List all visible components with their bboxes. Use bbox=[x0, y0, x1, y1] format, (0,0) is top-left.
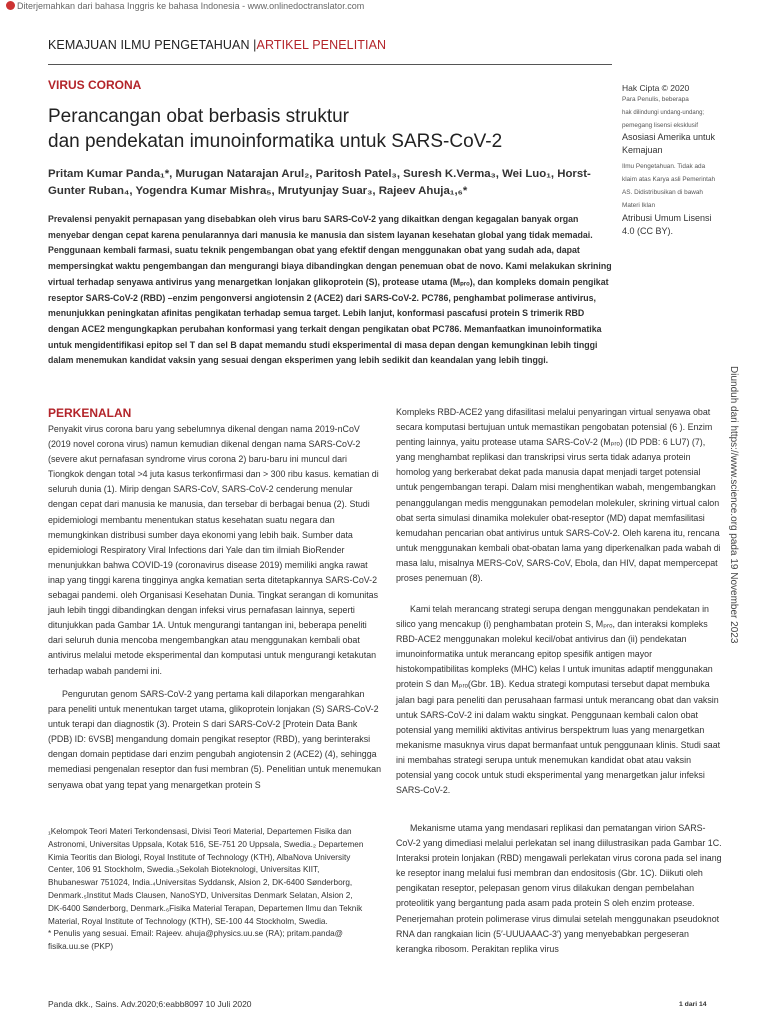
title-line-1: Perancangan obat berbasis struktur bbox=[48, 106, 350, 127]
citation-footer: Panda dkk., Sains. Adv.2020;6:eabb8097 10 Juli 2020 bbox=[48, 999, 252, 1009]
translator-banner[interactable] bbox=[6, 1, 364, 11]
article-kicker: VIRUS CORONA bbox=[48, 78, 142, 92]
copyright-line: Hak Cipta © 2020 bbox=[622, 83, 690, 93]
journal-name: KEMAJUAN ILMU PENGETAHUAN | bbox=[48, 38, 257, 52]
journal-section-header bbox=[48, 38, 386, 52]
body-paragraph: Mekanisme utama yang mendasari replikasi dan pematangan virion SARS-CoV-2 yang dimediasi melalui perlekatan sel inang diilustrasikan pada Gambar 1C. Interaksi protein lonjakan (RBD) mengawali perlekatan virus corona pada sel inang ke reseptor inang melalui fusi membran dan endositosis (Gbr. 1C). Diikuti oleh pengikatan reseptor, pelepasan genom virus dilakukan dengan pembelahan proteolitik yang bergantung pada asam pada protein S oleh enzim protease. Penerjemahan protein polimerase virus dimulai setelah menggunakan pseudoknot RNA dan rangkaian licin (5′-UUUAAAC-3′) yang menyebabkan pergeseran kerangka ribosom. Perakitan replika virus bbox=[396, 823, 722, 954]
header-divider bbox=[48, 64, 612, 65]
section-heading-introduction: PERKENALAN bbox=[48, 406, 132, 420]
article-title bbox=[48, 104, 608, 154]
rights-note: hak dilindungi undang-undang; bbox=[622, 110, 705, 116]
exclusive-licensee: pemegang lisensi eksklusif bbox=[622, 122, 699, 129]
translator-text: Diterjemahkan dari bahasa Inggris ke bahasa Indonesia - www.onlinedoctranslator.com bbox=[17, 1, 365, 11]
article-type: ARTIKEL PENELITIAN bbox=[256, 38, 387, 52]
download-watermark bbox=[727, 366, 741, 666]
download-text: Diunduh dari https://www.science.org pada 19 November 2023 bbox=[728, 366, 739, 644]
copyright-sidebar bbox=[622, 82, 720, 237]
page-number: 1 dari 14 bbox=[679, 1001, 707, 1008]
license-text: Atribusi Umum Lisensi 4.0 (CC BY). bbox=[622, 213, 712, 236]
title-line-2: dan pendekatan imunoinformatika untuk SARS-CoV-2 bbox=[48, 131, 503, 152]
body-paragraph: Pengurutan genom SARS-CoV-2 yang pertama kali dilaporkan mengarahkan para peneliti untuk menentukan target utama, glikoprotein lonjakan (S) SARS-CoV-2 untuk terapi dan diagnostik (3). Protein S dari SARS-CoV-2 [Protein Data Bank (PDB) ID: 6VSB] mengandung domain pengikat reseptor (RBD), yang berinteraksi dengan domain peptidase dari enzim pengubah angiotensin 2 (ACE2) (4), sehingga memediasi pengenalan reseptor dan fusi membran (5). Penelitian untuk menemukan senyawa obat yang tepat yang menargetkan protein S bbox=[48, 689, 381, 790]
body-paragraph: Penyakit virus corona baru yang sebelumnya dikenal dengan nama 2019-nCoV (2019 novel corona virus) namun kemudian dikenal dengan nama SARS-CoV-2 (severe akut pernafasan syndrome virus corona 2) baru-baru ini muncul dari Tiongkok dengan total >4 juta kasus terkonfirmasi dan > 300 ribu kasus. kematian di seluruh dunia (1). Mirip dengan SARS-CoV, SARS-CoV-2 cenderung menular dengan cepat dari manusia ke manusia, dan tersebar di berbagai benua (2). Studi epidemiologi membantu menentukan status kesehatan suatu negara dan memungkinkan distribusi sumber daya ekonomi yang lebih baik. Sumber data epidemiologi Respiratory Viral Infections dari Yale dan tim ilmiah BioRender menunjukkan bahwa COVID-19 (coronavirus disease 2019) memiliki angka rawat inap yang tinggi karena tingginya angka kematian serta ditetapkannya SARS-CoV-2 sebagai pandemi. oleh Organisasi Kesehatan Dunia. Tingkat serangan di komunitas jauh lebih tinggi dibandingkan dengan infeksi virus pernafasan lainnya, seperti ditunjukkan pada Gambar 1A. Untuk mengurangi tantangan ini, beberapa peneliti dari seluruh dunia mencoba mengembangkan atau menggunakan kembali obat antivirus melalui metode eksperimental dan komputasi untuk mengurangi ketakutan terhadap wabah pandemi ini. bbox=[48, 424, 379, 676]
author-list: Pritam Kumar Panda₁*, Murugan Natarajan Arul₂, Paritosh Patel₃, Suresh K.Verma₃, Wei Luo₁, Horst-Gunter Ruban₄, Yogendra Kumar Mishra₅, Mrutyunjay Suar₃, Rajeev Ahuja₁,₆* bbox=[48, 168, 591, 197]
association-name: Asosiasi Amerika untuk Kemajuan bbox=[622, 132, 716, 155]
abstract: Prevalensi penyakit pernapasan yang disebabkan oleh virus baru SARS-CoV-2 yang dikaitkan dengan kegagalan banyak organ menyebar dengan cepat karena penularannya dari manusia ke manusia dan sistem layanan kesehatan global yang tidak memadai. Penggunaan kembali farmasi, suatu teknik pengembangan obat yang efektif dengan menggunakan obat yang sudah ada, dapat mempersingkat waktu pengembangan dan mengurangi biaya dibandingkan dengan penemuan obat de novo. Kami melakukan skrining virtual terhadap senyawa antivirus yang menargetkan lonjakan glikoprotein (S), protease utama (Mₚᵣₒ), dan kompleks domain pengikat reseptor SARS-CoV-2 (RBD) –enzim pengonversi angiotensin 2 (ACE2) dari SARS-CoV-2. PC786, penghambat polimerase antivirus, menunjukkan peningkatan afinitas pengikatan terhadap semua target. Lebih lanjut, konformasi pascafusi protein S trimerik RBD dengan ACE2 mengungkapkan perubahan konformasi yang terkait dengan pengikatan obat PC786. Memanfaatkan imunoinformatika untuk mengidentifikasi epitop sel T dan sel B dapat memandu studi eksperimental di masa depan dengan kemungkinan lebih tinggi dalam menemukan kandidat vaksin yang sesuai dengan eksperimen yang lebih sedikit dan keandalan yang lebih tinggi. bbox=[48, 214, 612, 366]
translator-logo-icon bbox=[6, 1, 15, 10]
body-paragraph: Kami telah merancang strategi serupa dengan menggunakan pendekatan in silico yang mencakup (i) penghambatan protein S, Mₚᵣₒ, dan interaksi kompleks RBD-ACE2 menggunakan molekul kecil/obat antivirus dan (ii) pendekatan imunoinformatika untuk merancang epitop spesifik antigen mayor histokompatibilitas kompleks (MHC) kelas I untuk imunitas adaptif menggunakan protein S dan Mₚᵣₒ(Gbr. 1B). Kedua strategi komputasi tersebut dapat membuka jalan bagi para peneliti dan perusahaan farmasi untuk merancang obat dan vaksin untuk SARS-CoV-2 ini dalam waktu singkat. Penggunaan kembali calon obat potensial yang memiliki aktivitas antivirus berspektrum luas yang menargetkan mekanisme masuknya virus dapat bermanfaat untuk penggunaan klinis. Studi saat ini membahas strategi serupa untuk menemukan kandidat obat atau vaksin potensial yang cocok untuk studi eksperimental yang menargetkan jalur infeksi SARS-CoV-2. bbox=[396, 604, 721, 796]
affiliation-footnotes: ₁Kelompok Teori Materi Terkondensasi, Divisi Teori Material, Departemen Fisika dan Astronomi, Universitas Uppsala, Kotak 516, SE-751 20 Uppsala, Swedia.₂ Departemen Kimia Teoritis dan Biologi, Royal Institute of Technology (KTH), AlbaNova University Center, 106 91 Stockholm, Swedia.₃Sekolah Bioteknologi, Universitas KIIT, Bhubaneswar 751024, India.₄Universitas Syddansk, Alsion 2, DK-6400 Sønderborg, Denmark.₅Institut Mads Clausen, NanoSYD, Universitas Denmark Selatan, Alsion 2, DK-6400 Sønderborg, Denmark.₆Fisika Material Terapan, Departemen Ilmu dan Teknik Material, Royal Institute of Technology (KTH), SE-100 44 Stockholm, Swedia. * Penulis yang sesuai. Email: Rajeev. ahuja@physics.uu.se (RA); pritam.panda@ fisika.uu.se (PKP) bbox=[48, 827, 364, 952]
science-note: Ilmu Pengetahuan. Tidak ada klaim atas Karya asli Pemerintah AS. Didistribusikan di bawah Materi Iklan bbox=[622, 163, 716, 209]
body-paragraph: Kompleks RBD-ACE2 yang difasilitasi melalui penyaringan virtual senyawa obat secara komputasi bertujuan untuk memastikan pengobatan potensial (6 ). Enzim penting lainnya, yaitu protease utama SARS-CoV-2 (Mₚᵣₒ) (ID PDB: 6 LU7) (7), yang menghambat replikasi dan transkripsi virus serta tidak adanya protein homolog yang berkerabat dekat pada manusia dapat menjadi target potensial untuk pengembangan terapi. Dalam misi menghentikan wabah, mengembangkan penanggulangan medis menggunakan pemodelan molekuler, skrining virtual calon obat serta simulasi dinamika molekuler obat-reseptor (MD) dapat memfasilitasi kemudahan pencarian obat antivirus untuk SARS-CoV-2. Oleh karena itu, rencana untuk menggunakan kembali obat-obatan lama yang diperkenalkan pada wabah di masa lalu, misalnya MERS-CoV, SARS-CoV, Ebola, dan HIV, dapat mempercepat proses penemuan (8). bbox=[396, 407, 721, 584]
authors-note: Para Penulis, beberapa bbox=[622, 96, 689, 103]
